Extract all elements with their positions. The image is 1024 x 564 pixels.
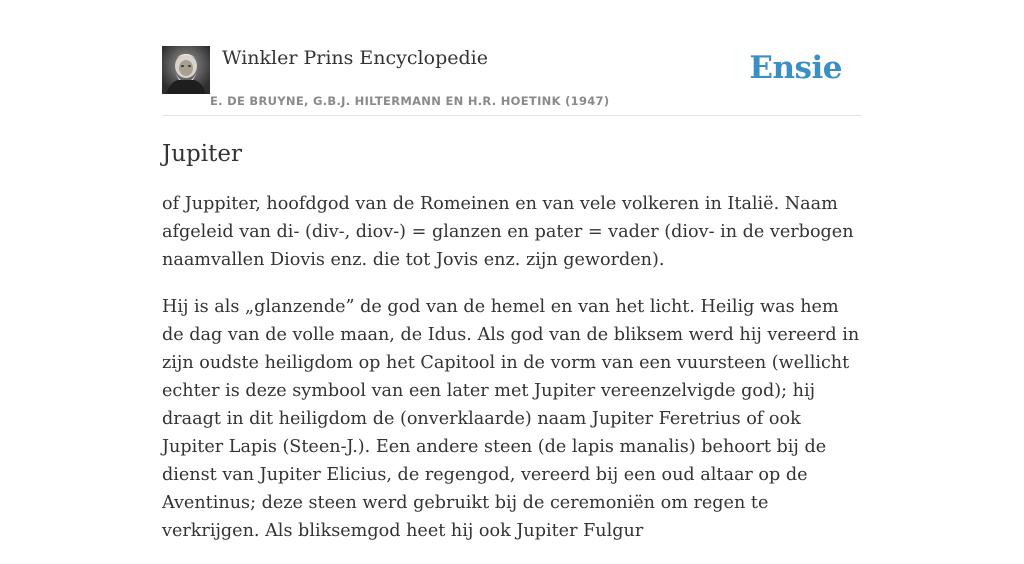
article-title: Jupiter (162, 141, 242, 167)
site-title[interactable]: Winkler Prins Encyclopedie (222, 47, 488, 69)
article-paragraph-1: of Juppiter, hoofdgod van de Romeinen en van vele volkeren in Italië. Naam afgeleid van di- (div-, diov-) = glanzen en pater = vader (diov- in de verbogen naamvallen Diovis enz. die tot Jovis enz. zijn geworden). (162, 194, 854, 270)
authors-line: E. DE BRUYNE, G.B.J. HILTERMANN EN H.R. HOETINK (1947) (210, 94, 610, 108)
article (162, 138, 862, 564)
portrait-icon (162, 46, 210, 94)
ensie-logo[interactable]: Ensie (749, 50, 842, 86)
article-paragraph-2: Hij is als „glanzende” de god van de hemel en van het licht. Heilig was hem de dag van de volle maan, de Idus. Als god van de bliksem werd hij vereerd in zijn oudste heiligdom op het Capitool in de vorm van een vuursteen (wellicht echter is deze symbool van een later met Jupiter vereenzelvigde god); hij draagt in dit heiligdom de (onverklaarde) naam Jupiter Feretrius of ook Jupiter Lapis (Steen-J.). Een andere steen (de lapis manalis) behoort bij de dienst van Jupiter Elicius, de regengod, vereerd bij een oud altaar op de Aventinus; deze steen werd gebruikt bij de ceremoniën om regen te verkrijgen. Als bliksemgod heet hij ook Jupiter Fulgur (162, 297, 860, 541)
author-avatar[interactable] (162, 46, 210, 94)
site-header (162, 44, 862, 116)
